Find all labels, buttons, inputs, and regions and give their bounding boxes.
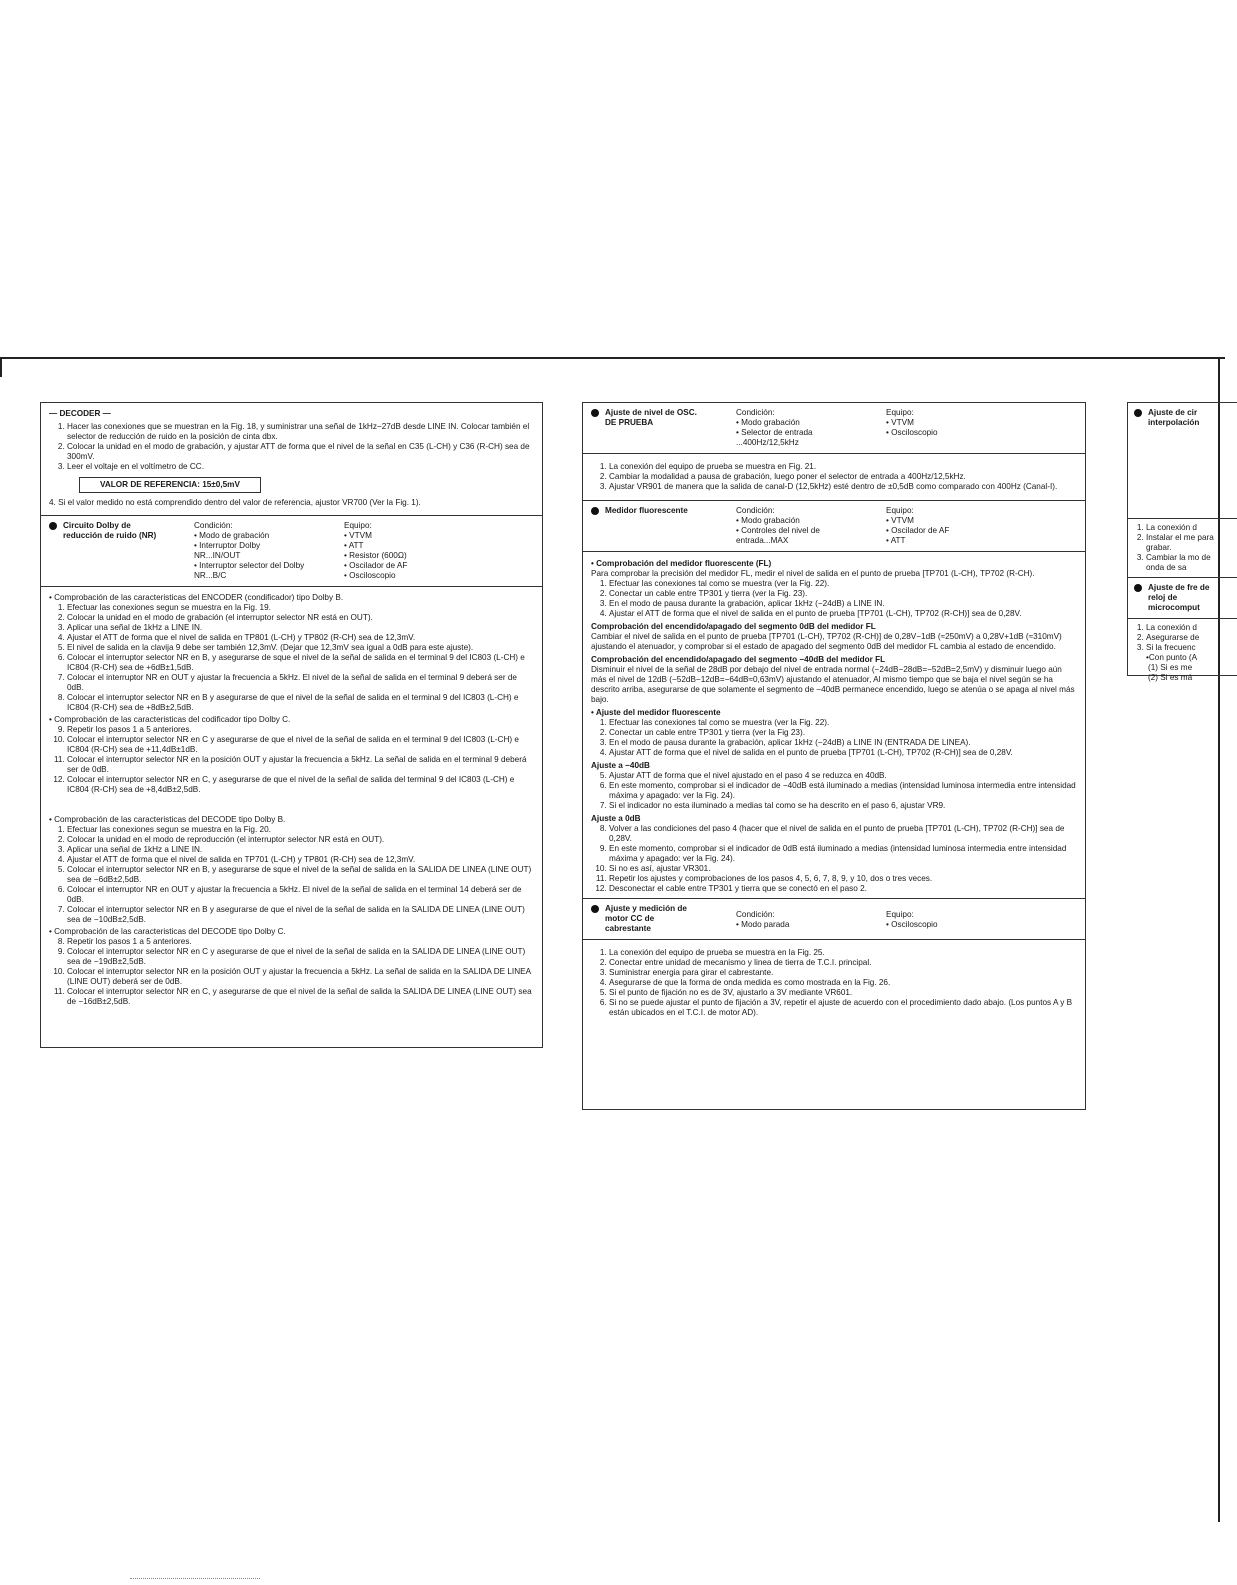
equipment-item: • Oscilador de AF [886, 526, 950, 535]
list-item: 6. En este momento, comprobar si el indicador de −40dB está iluminado a medias (intensidad luminosa intermedia entre intensidad máxima y apagado: ver la Fig. 24). [609, 781, 1077, 801]
interp-steps [1134, 523, 1231, 573]
list-item: 2. Colocar la unidad en el modo de grabación, y ajustar ATT de forma que el nivel de la señal en C35 (L-CH) y C36 (R-CH) sea de 300mV. [67, 442, 534, 462]
seg40-text: Disminuir el nivel de la señal de 28dB por debajo del nivel de entrada normal (−24dB−28dB=−52dB=2,5mV) y disminuir luego aún más el nivel de 12dB (−52dB−12dB=−64dB≈0,63mV) ajustando el atenuador, Al mismo tiempo que se baja el nivel según se ha descrito arriba, asegurarse de que solamente el segmento de −40dB permanece encendido, luego se atenúa o se apaga al nivel más bajo. [591, 665, 1075, 704]
page-top-rule [0, 357, 1225, 359]
interp-header [1128, 403, 1237, 519]
middle-panel [582, 402, 1086, 1110]
decoder-steps [49, 422, 534, 472]
clock-title: Ajuste de fre de reloj de microcomput [1148, 583, 1210, 612]
list-item: 2. Cambiar la modalidad a pausa de grabación, luego poner el selector de entrada a 400Hz/12,5kHz. [609, 472, 1077, 482]
list-item: 9. Colocar el interruptor selector NR en C y asegurarse de que el nivel de la señal de salida en la SALIDA DE LINEA (LINE OUT) sea de −19dB±2,5dB. [67, 947, 534, 967]
list-item: 5. Si el punto de fijación no es de 3V, ajustarlo a 3V mediante VR601. [609, 988, 1077, 998]
list-item: 1. La conexión del equipo de prueba se muestra en la Fig. 25. [609, 948, 1077, 958]
equipment-label: Equipo: [886, 910, 914, 919]
adjust-40-steps [591, 771, 1077, 811]
equipment-item: • Resistor (600Ω) [344, 551, 407, 560]
decoder-section [41, 403, 542, 516]
list-item: 11. Repetir los ajustes y comprobaciones de los pasos 4, 5, 6, 7, 8, 9, y 10, dos o tres veces. [609, 874, 1077, 884]
equipment-item: • VTVM [886, 516, 914, 525]
left-panel [40, 402, 543, 1048]
list-item: 2. Colocar la unidad en el modo de grabación (el interruptor selector NR está en OUT). [67, 613, 534, 623]
condition-label: Condición: [736, 408, 775, 417]
equipment-item: • ATT [344, 541, 364, 550]
list-item: 3. En el modo de pausa durante la grabación, aplicar 1kHz (−24dB) a LINE IN (ENTRADA DE LINEA). [609, 738, 1077, 748]
fl-check-text: Para comprobar la precisión del medidor FL, medir el nivel de salida en el punto de prueba [TP701 (L-CH), TP702 (R-CH). [591, 569, 1035, 578]
section-bullet-icon [591, 507, 599, 515]
clock-sub-item: (2) Si es má [1148, 673, 1193, 682]
list-item: 6. Colocar el interruptor selector NR en B, y asegurarse de sque el nivel de la señal de salida en el terminal 9 del IC803 (L-CH) e IC804 (R-CH) sea de +6dB±1,5dB. [67, 653, 534, 673]
list-item: 3. Ajustar VR901 de manera que la salida de canal-D (12,5kHz) esté dentro de ±0,5dB como comparado con 400Hz (Canal-I). [609, 482, 1077, 492]
equipment-label: Equipo: [886, 506, 914, 515]
adjust-heading: • Ajuste del medidor fluorescente [591, 708, 721, 717]
condition-label: Condición: [736, 910, 775, 919]
list-item: 2. Instalar el me para grabar. [1146, 533, 1216, 553]
encoder-b-steps [49, 603, 534, 713]
list-item: 11. Colocar el interruptor selector NR en C, y asegurarse de que el nivel de la señal de salida la SALIDA DE LINEA (LINE OUT) sea de −16dB±2,5dB. [67, 987, 534, 1007]
dolby-title: Circuito Dolby de reducción de ruido (NR) [63, 521, 157, 540]
equipment-item: • Osciloscopio [886, 920, 938, 929]
condition-label: Condición: [194, 521, 233, 530]
seg40-heading: Comprobación del encendido/apagado del segmento −40dB del medidor FL [591, 655, 886, 664]
condition-item: • Selector de entrada ...400Hz/12,5kHz [736, 428, 813, 447]
list-item: 6. Si no se puede ajustar el punto de fijación a 3V, repetir el ajuste de acuerdo con el procedimiento dado abajo. (Los puntos A y B están ubicados en el T.C.I. de motor AD). [609, 998, 1077, 1018]
equipment-label: Equipo: [886, 408, 914, 417]
list-item: 2. Conectar entre unidad de mecanismo y linea de tierra de T.C.I. principal. [609, 958, 1077, 968]
adjust-0-steps [591, 824, 1077, 894]
list-item: 1. Efectuar las conexiones tal como se muestra (ver la Fig. 22). [609, 718, 1077, 728]
motor-title: Ajuste y medición de motor CC de cabrestante [605, 904, 687, 933]
list-item: 5. Ajustar ATT de forma que el nivel ajustado en el paso 4 se reduzca en 40dB. [609, 771, 1077, 781]
fl-check-heading: • Comprobación del medidor fluorescente (FL) [591, 559, 772, 568]
motor-steps [591, 948, 1077, 1018]
encoder-c-steps [49, 725, 534, 795]
clock-sub-item: (1) Si es me [1148, 663, 1193, 672]
seg0-heading: Comprobación del encendido/apagado del segmento 0dB del medidor FL [591, 622, 876, 631]
condition-item: • Modo grabación [736, 516, 800, 525]
list-item: 4. Ajustar el ATT de forma que el nivel de salida en el punto de prueba [TP701 (L-CH), TP702 (R-CH)] sea de 0,28V. [609, 609, 1077, 619]
list-item: 1. Efectuar las conexiones segun se muestra en la Fig. 20. [67, 825, 534, 835]
list-item: 12. Desconectar el cable entre TP301 y tierra que se conectó en el paso 2. [609, 884, 1077, 894]
list-item: 8. Volver a las condiciones del paso 4 (hacer que el nivel de salida en el punto de prueba [TP701 (L-CH), TP702 (R-CH)] sea de 0,28V. [609, 824, 1077, 844]
equipment-item: • VTVM [344, 531, 372, 540]
clock-body [1128, 619, 1237, 687]
condition-item: • Interruptor Dolby NR...IN/OUT [194, 541, 261, 560]
list-item: 3. Aplicar una señal de 1kHz a LINE IN. [67, 845, 534, 855]
condition-item: • Modo grabación [736, 418, 800, 427]
decode-b-steps [49, 825, 534, 925]
list-item: 4. Ajustar el ATT de forma que el nivel de salida en TP801 (L-CH) y TP802 (R-CH) sea de 12,3mV. [67, 633, 534, 643]
fl-body [583, 552, 1085, 899]
condition-label: Condición: [736, 506, 775, 515]
clock-header [1128, 577, 1237, 619]
seg0-text: Cambiar el nivel de salida en el punto de prueba [TP701 (L-CH), TP702 (R-CH)] de 0,28V−1dB (≈250mV) a 0,28V+1dB (≈310mV) ajustando el atenuador, y comprobar si el estado de apagado del segmento 0dB del medidor FL cambia al estado de encendido. [591, 632, 1062, 651]
left-margin-mark [0, 357, 2, 377]
adjust-0-heading: Ajuste a 0dB [591, 814, 641, 823]
list-item: 9. Repetir los pasos 1 a 5 anteriores. [67, 725, 534, 735]
motor-body [583, 940, 1085, 1022]
section-bullet-icon [591, 409, 599, 417]
list-item: 10. Colocar el interruptor selector NR en la posición OUT y ajustar la frecuencia a 5kHz. La señal de salida en la SALIDA DE LINEA (LINE OUT) deberá ser de 0dB. [67, 967, 534, 987]
list-item: 1. La conexión d [1146, 623, 1231, 633]
interp-title: Ajuste de cir interpolación [1148, 408, 1200, 427]
list-item: 7. Si el indicador no esta iluminado a medias tal como se ha descrito en el paso 6, ajustar VR9. [609, 801, 1077, 811]
list-item: 1. La conexión del equipo de prueba se muestra en Fig. 21. [609, 462, 1077, 472]
dolby-body [41, 587, 542, 1011]
condition-item: • Modo parada [736, 920, 790, 929]
list-item: 1. Efectuar las conexiones segun se muestra en la Fig. 19. [67, 603, 534, 613]
equipment-label: Equipo: [344, 521, 372, 530]
encoder-c-heading: • Comprobación de las caracteristicas del codificador tipo Dolby C. [49, 715, 291, 724]
section-bullet-icon [591, 905, 599, 913]
reference-value-box: VALOR DE REFERENCIA: 15±0,5mV [79, 477, 261, 493]
clock-steps [1134, 623, 1231, 653]
osc-steps [591, 462, 1077, 492]
equipment-item: • Osciloscopio [344, 571, 396, 580]
decoder-title: — DECODER — [49, 409, 111, 418]
list-item: 12. Colocar el interruptor selector NR en C, y asegurarse de que el nivel de la señal de salida del terminal 9 del IC803 (L-CH) e IC804 (R-CH) sea de +8,4dB±2,5dB. [67, 775, 534, 795]
list-item: 3. Suministrar energia para girar el cabrestante. [609, 968, 1077, 978]
decode-b-heading: • Comprobación de las caracteristicas del DECODE tipo Dolby B. [49, 815, 286, 824]
fl-check-steps [591, 579, 1077, 619]
list-item: 7. Colocar el interruptor selector NR en B y asegurarse de que el nivel de la señal de salida en la SALIDA DE LINEA (LINE OUT) sea de −10dB±2,5dB. [67, 905, 534, 925]
list-item: 5. Colocar el interruptor selector NR en B, y asegurarse de sque el nivel de la señal de salida en la SALIDA DE LINEA (LINE OUT) sea de −6dB±2,5dB. [67, 865, 534, 885]
list-item: 3. En el modo de pausa durante la grabación, aplicar 1kHz (−24dB) a LINE IN. [609, 599, 1077, 609]
list-item: 1. Efectuar las conexiones tal como se muestra (ver la Fig. 22). [609, 579, 1077, 589]
osc-header [583, 403, 1085, 454]
bottom-dotted-rule [130, 1578, 260, 1579]
list-item: 3. Aplicar una señal de 1kHz a LINE IN. [67, 623, 534, 633]
list-item: 9. En este momento, comprobar si el indicador de 0dB está iluminado a medias (intensidad luminosa intermedia entre intensidad máxima y apagado: ver la Fig. 24). [609, 844, 1077, 864]
equipment-item: • Osciloscopio [886, 428, 938, 437]
list-item: 4. Asegurarse de que la forma de onda medida es como mostrada en la Fig. 26. [609, 978, 1077, 988]
list-item: 2. Conectar un cable entre TP301 y tierra (ver la Fig 23). [609, 728, 1077, 738]
list-item: 2. Colocar la unidad en el modo de reproducción (el interruptor selector NR está en OUT). [67, 835, 534, 845]
list-item: 8. Colocar el interruptor selector NR en B y asegurarse de que el nivel de la señal de salida en el terminal 9 del IC803 (L-CH) e IC804 (R-CH) sea de +8dB±2,5dB. [67, 693, 534, 713]
list-item: 7. Colocar el interruptor NR en OUT y ajustar la frecuencia a 5kHz. El nivel de la señal de salida en el terminal 9 deberá ser de 0dB. [67, 673, 534, 693]
list-item: 2. Asegurarse de [1146, 633, 1231, 643]
list-item: 4. Ajustar ATT de forma que el nivel de salida en el punto de prueba [TP701 (L-CH), TP702 (R-CH)] sea de 0,28V. [609, 748, 1077, 758]
adjust-40-heading: Ajuste a −40dB [591, 761, 650, 770]
condition-item: • Interruptor selector del Dolby NR...B/C [194, 561, 305, 580]
motor-header [583, 899, 1085, 940]
list-item: 3. Leer el voltaje en el voltímetro de CC. [67, 462, 534, 472]
section-bullet-icon [49, 522, 57, 530]
list-item: 1. Hacer las conexiones que se muestran en la Fig. 18, y suministrar una señal de 1kHz−27dB desde LINE IN. Colocar también el selector de reducción de ruido en la posición de cinta dbx. [67, 422, 534, 442]
decode-c-heading: • Comprobación de las caracteristicas del DECODE tipo Dolby C. [49, 927, 286, 936]
right-partial-panel [1127, 402, 1237, 682]
equipment-item: • VTVM [886, 418, 914, 427]
interp-body [1128, 519, 1237, 577]
list-item: 4. Ajustar el ATT de forma que el nivel de salida en TP701 (L-CH) y TP801 (R-CH) sea de 12,3mV. [67, 855, 534, 865]
list-item: 2. Conectar un cable entre TP301 y tierra (ver la Fig. 23). [609, 589, 1077, 599]
equipment-item: • ATT [886, 536, 906, 545]
section-bullet-icon [1134, 409, 1142, 417]
list-item: 6. Colocar el interruptor NR en OUT y ajustar la frecuencia a 5kHz. El nivel de la señal de salida en el terminal 14 deberá ser de 0dB. [67, 885, 534, 905]
decoder-step-4: 4. Si el valor medido no está comprendido dentro del valor de referencia, ajustor VR700 (Ver la Fig. 1). [49, 498, 421, 507]
list-item: 8. Repetir los pasos 1 a 5 anteriores. [67, 937, 534, 947]
condition-item: • Modo de grabación [194, 531, 270, 540]
decode-c-steps [49, 937, 534, 1007]
list-item: 11. Colocar el interruptor selector NR en la posición OUT y ajustar la frecuencia a 5kHz. La señal de salida en el terminal 9 deberá ser de 0dB. [67, 755, 534, 775]
condition-item: • Controles del nivel de entrada...MAX [736, 526, 820, 545]
osc-body [583, 454, 1085, 501]
osc-title: Ajuste de nivel de OSC. DE PRUEBA [605, 408, 697, 427]
list-item: 10. Si no es así, ajustar VR301. [609, 864, 1077, 874]
equipment-item: • Oscilador de AF [344, 561, 408, 570]
fl-header [583, 501, 1085, 552]
adjust-steps [591, 718, 1077, 758]
fl-title: Medidor fluorescente [605, 506, 688, 515]
encoder-b-heading: • Comprobación de las caracteristicas del ENCODER (condificador) tipo Dolby B. [49, 593, 344, 602]
list-item: 10. Colocar el interruptor selector NR en C y asegurarse de que el nivel de la señal de salida en el terminal 9 del IC803 (L-CH) e IC804 (R-CH) sea de +11,4dB±1dB. [67, 735, 534, 755]
list-item: 3. Si la frecuenc [1146, 643, 1231, 653]
dolby-header [41, 516, 542, 587]
list-item: 1. La conexión d [1146, 523, 1231, 533]
clock-sub-item: •Con punto (A [1146, 653, 1198, 662]
list-item: 5. El nivel de salida en la clavija 9 debe ser también 12,3mV. (Dejar que 12,3mV sea igual a 0dB para este ajuste). [67, 643, 534, 653]
section-bullet-icon [1134, 584, 1142, 592]
list-item: 3. Cambiar la mo de onda de sa [1146, 553, 1216, 573]
